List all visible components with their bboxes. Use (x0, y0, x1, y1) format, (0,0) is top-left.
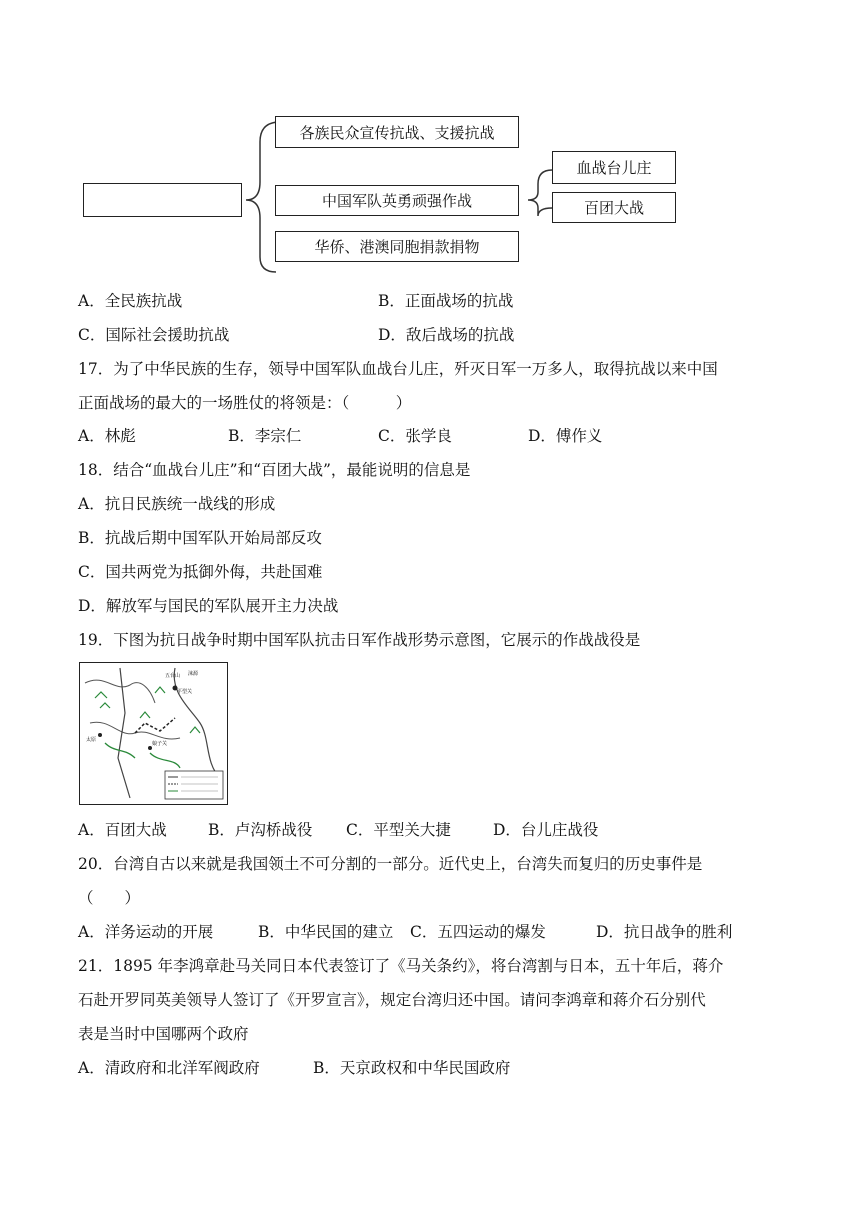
q16-option-c: C．国际社会援助抗战 (78, 326, 230, 344)
q18-option-b: B．抗战后期中国军队开始局部反攻 (78, 529, 322, 547)
q16-option-a: A．全民族抗战 (78, 292, 183, 310)
q17-stem-line1: 17．为了中华民族的生存，领导中国军队血战台儿庄，歼灭日军一万多人，取得抗战以来中国 (78, 360, 718, 378)
q21-option-a: A．清政府和北洋军阀政府 (78, 1059, 260, 1077)
q20-stem-line2: （ ） (78, 889, 141, 907)
q17-option-b: B．李宗仁 (228, 427, 302, 445)
q20-stem-line1: 20．台湾自古以来就是我国领土不可分割的一部分。近代史上，台湾失而复归的历史事件是 (78, 855, 703, 873)
q17-option-c: C．张学良 (378, 427, 452, 445)
concept-diagram (80, 112, 700, 277)
q21-stem-line2: 石赴开罗同英美领导人签订了《开罗宣言》，规定台湾归还中国。请问李鸿章和蒋介石分别代 (78, 991, 706, 1009)
svg-text:五台山: 五台山 (165, 673, 181, 679)
diagram-item-army: 中国军队英勇顽强作战 (275, 185, 519, 216)
q21-stem-line1: 21．1895 年李鸿章赴马关同日本代表签订了《马关条约》，将台湾割与日本，五十年后，蒋介 (78, 957, 724, 975)
diagram-item-support: 各族民众宣传抗战、支援抗战 (275, 116, 519, 148)
q19-option-a: A．百团大战 (78, 821, 167, 839)
q21-option-b: B．天京政权和中华民国政府 (313, 1059, 511, 1077)
svg-text:太原: 太原 (86, 737, 97, 743)
q18-option-a: A．抗日民族统一战线的形成 (78, 495, 276, 513)
q21-stem-line3: 表是当时中国哪两个政府 (78, 1025, 249, 1043)
q20-option-a: A．洋务运动的开展 (78, 923, 214, 941)
q17-stem-line2: 正面战场的最大的一场胜仗的将领是：（ ） (78, 394, 412, 412)
svg-text:娘子关: 娘子关 (152, 741, 168, 747)
q19-option-d: D．台儿庄战役 (493, 821, 599, 839)
q18-option-c: C．国共两党为抵御外侮，共赴国难 (78, 563, 323, 581)
q18-option-d: D．解放军与国民的军队展开主力决战 (78, 597, 339, 615)
q20-option-d: D．抗日战争的胜利 (596, 923, 733, 941)
battle-map-image (79, 662, 228, 805)
diagram-item-baituan: 百团大战 (552, 192, 676, 223)
diagram-item-overseas: 华侨、港澳同胞捐款捐物 (275, 231, 519, 262)
q20-option-c: C．五四运动的爆发 (410, 923, 546, 941)
q17-option-d: D．傅作义 (528, 427, 603, 445)
q16-option-b: B．正面战场的抗战 (378, 292, 514, 310)
q19-option-b: B．卢沟桥战役 (208, 821, 313, 839)
q17-option-a: A．林彪 (78, 427, 136, 445)
svg-text:平型关: 平型关 (177, 689, 193, 695)
diagram-item-taierzhuang: 血战台儿庄 (552, 151, 676, 184)
q16-option-d: D．敌后战场的抗战 (378, 326, 515, 344)
svg-text:涞源: 涞源 (188, 671, 199, 677)
q18-stem: 18．结合“血战台儿庄”和“百团大战”，最能说明的信息是 (78, 461, 471, 479)
q20-option-b: B．中华民国的建立 (258, 923, 394, 941)
q19-option-c: C．平型关大捷 (346, 821, 451, 839)
q19-stem: 19．下图为抗日战争时期中国军队抗击日军作战形势示意图，它展示的作战战役是 (78, 631, 641, 649)
